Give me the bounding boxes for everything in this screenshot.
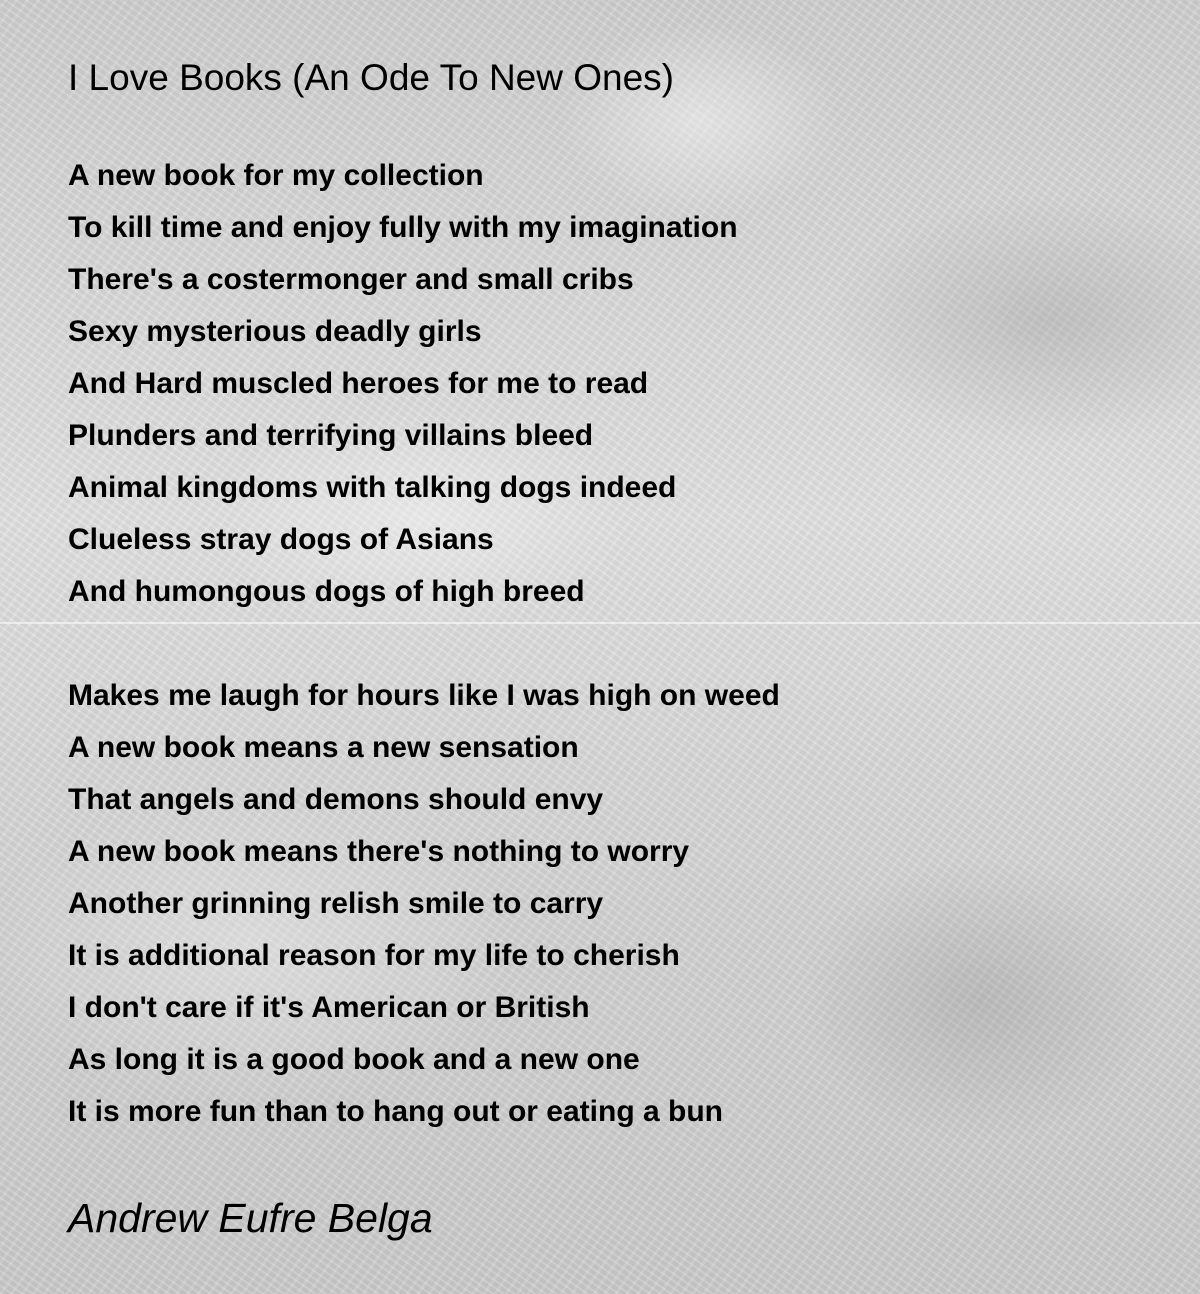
poem-line: Clueless stray dogs of Asians xyxy=(68,523,494,556)
poem-author: Andrew Eufre Belga xyxy=(68,1195,433,1241)
poem-line: Plunders and terrifying villains bleed xyxy=(68,419,594,452)
poem-line: A new book means a new sensation xyxy=(68,731,579,764)
poem-line: A new book for my collection xyxy=(68,159,484,192)
poem-line: Another grinning relish smile to carry xyxy=(68,887,604,920)
stanza-2 xyxy=(68,670,780,1138)
background-seam xyxy=(0,622,1200,624)
stanza-1 xyxy=(68,150,738,618)
poem-line: As long it is a good book and a new one xyxy=(68,1043,640,1076)
poem-line: It is additional reason for my life to cherish xyxy=(68,939,680,972)
poem-line: Makes me laugh for hours like I was high on weed xyxy=(68,679,780,712)
poem-line: There's a costermonger and small cribs xyxy=(68,263,634,296)
poem-line: It is more fun than to hang out or eating a bun xyxy=(68,1095,723,1128)
poem-line: Animal kingdoms with talking dogs indeed xyxy=(68,471,677,504)
poem-line: Sexy mysterious deadly girls xyxy=(68,315,482,348)
poem-line: A new book means there's nothing to worry xyxy=(68,835,690,868)
poem-line: And humongous dogs of high breed xyxy=(68,575,585,608)
poem-title: I Love Books (An Ode To New Ones) xyxy=(68,57,675,98)
poem-line: And Hard muscled heroes for me to read xyxy=(68,367,649,400)
poem-line: I don't care if it's American or British xyxy=(68,991,590,1024)
poem-line: To kill time and enjoy fully with my imagination xyxy=(68,211,738,244)
poem-line: That angels and demons should envy xyxy=(68,783,604,816)
